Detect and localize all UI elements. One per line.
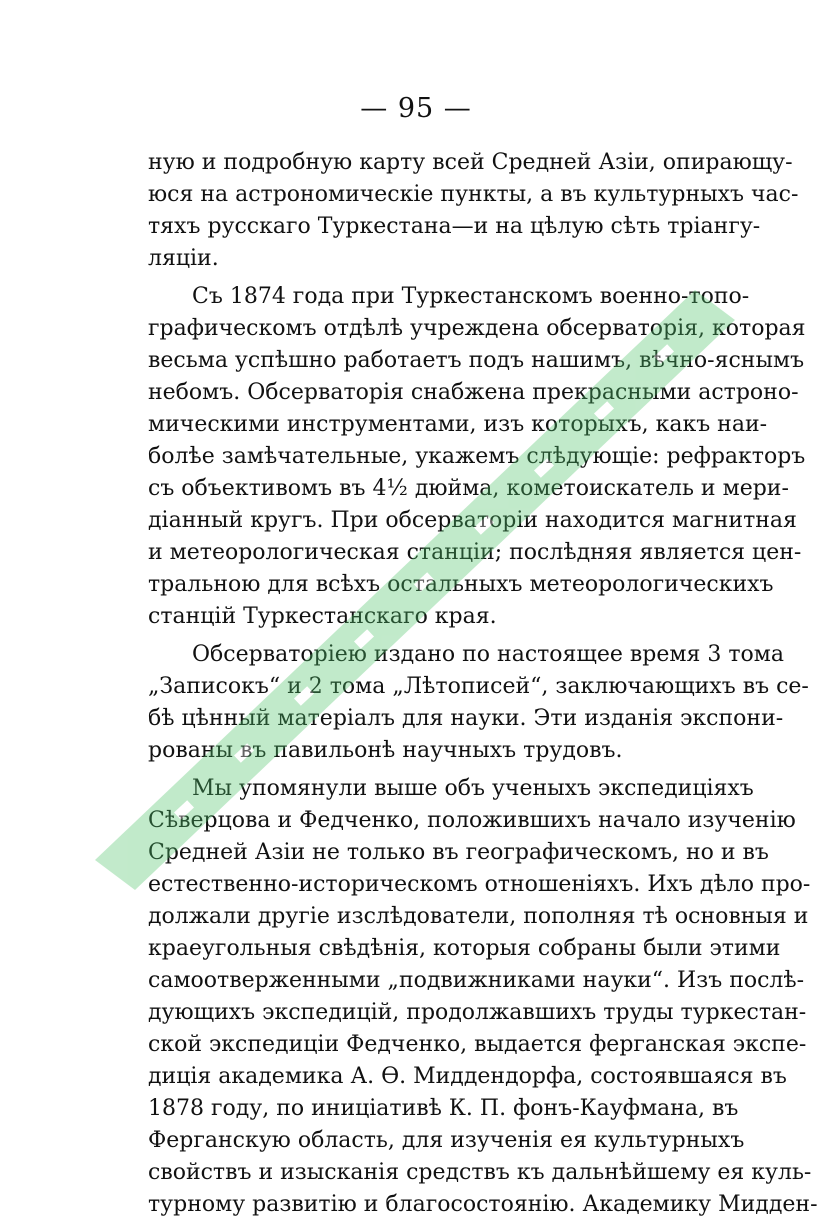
text-line: естественно-историческомъ отношеніяхъ. Ихъ дѣло про- — [148, 872, 811, 897]
paragraph — [148, 773, 818, 1221]
text-line: Средней Азіи не только въ географическомъ, но и въ — [148, 840, 769, 865]
text-line: тральною для всѣхъ остальныхъ метеорологическихъ — [148, 572, 774, 597]
text-line: и метеорологическая станціи; послѣдняя является цен- — [148, 540, 802, 565]
text-line: графическомъ отдѣлѣ учреждена обсерваторія, которая — [148, 316, 806, 341]
text-line: свойствъ и изысканія средствъ къ дальнѣйшему ея куль- — [148, 1160, 812, 1185]
text-line: станцій Туркестанскаго края. — [148, 604, 497, 629]
text-line: ляціи. — [148, 246, 219, 271]
text-line: ской экспедиціи Федченко, выдается ферганская экспе- — [148, 1032, 807, 1057]
text-line: Обсерваторіею издано по настоящее время 3 тома — [192, 642, 785, 667]
text-line: весьма успѣшно работаетъ подъ нашимъ, вѣчно-яснымъ — [148, 348, 805, 373]
text-line: рованы въ павильонѣ научныхъ трудовъ. — [148, 738, 623, 763]
text-line: Сѣверцова и Федченко, положившихъ начало изученію — [148, 808, 796, 833]
text-line: диція академика А. Ѳ. Миддендорфа, состоявшаяся въ — [148, 1064, 787, 1089]
text-line: ную и подробную карту всей Средней Азіи, опирающу- — [148, 150, 793, 175]
text-line: дующихъ экспедицій, продолжавшихъ труды туркестан- — [148, 1000, 807, 1025]
text-line: должали другіе изслѣдователи, пополняя тѣ основныя и — [148, 904, 809, 929]
text-line: діанный кругъ. При обсерваторіи находится магнитная — [148, 508, 797, 533]
page-number: — 95 — — [360, 93, 472, 124]
text-line: 1878 году, по иниціативѣ К. П. фонъ-Кауфмана, въ — [148, 1096, 739, 1121]
text-line: мическими инструментами, изъ которыхъ, какъ наи- — [148, 412, 768, 437]
paragraph — [148, 281, 806, 633]
text-line: болѣе замѣчательные, укажемъ слѣдующіе: рефракторъ — [148, 444, 806, 469]
body-text — [148, 147, 818, 1221]
text-line: тяхъ русскаго Туркестана—и на цѣлую сѣть тріангу- — [148, 214, 761, 239]
text-line: Съ 1874 года при Туркестанскомъ военно-топо- — [192, 284, 750, 309]
text-line: бѣ цѣнный матеріалъ для науки. Эти изданія экспони- — [148, 706, 784, 731]
text-line: юся на астрономическіе пункты, а въ культурныхъ час- — [148, 182, 799, 207]
text-line: небомъ. Обсерваторія снабжена прекрасными астроно- — [148, 380, 799, 405]
paragraph — [148, 639, 809, 767]
text-line: съ объективомъ въ 4½ дюйма, кометоискатель и мери- — [148, 476, 789, 501]
text-line: „Записокъ“ и 2 тома „Лѣтописей“, заключающихъ въ се- — [148, 674, 809, 699]
paragraph — [148, 147, 799, 275]
text-line: турному развитію и благосостоянію. Академику Мидден- — [148, 1192, 818, 1217]
text-line: Мы упомянули выше объ ученыхъ экспедиціяхъ — [192, 776, 754, 801]
text-line: Ферганскую область, для изученія ея культурныхъ — [148, 1128, 745, 1153]
text-line: краеугольныя свѣдѣнія, которыя собраны были этими — [148, 936, 781, 961]
text-line: самоотверженными „подвижниками науки“. Изъ послѣ- — [148, 968, 805, 993]
